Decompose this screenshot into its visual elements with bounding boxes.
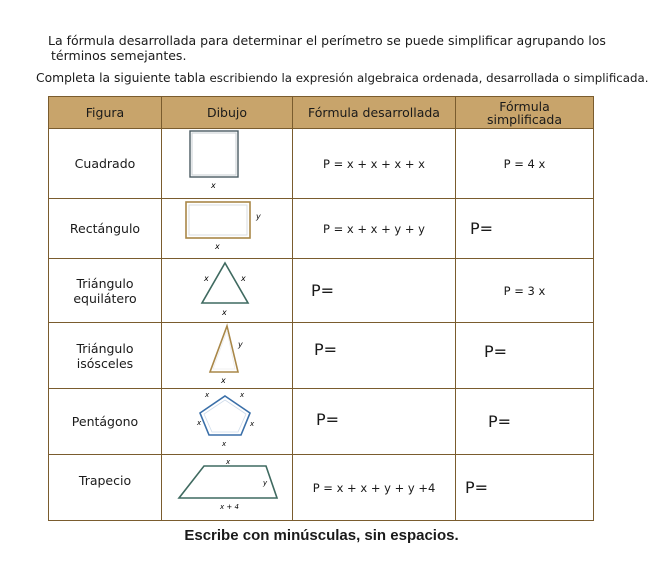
instruction-part-2: escribiendo la expresión algebraica ordenada, desarrollada o simplificada. [209,71,649,85]
instruction-text [36,71,656,85]
label-x: x [222,308,227,317]
answer-label: P= [465,478,489,497]
square-drawing [162,129,293,195]
developed-answer[interactable] [293,389,456,455]
table-row [49,455,594,521]
label-x: x [240,391,245,399]
drawing-cell [162,389,293,455]
answer-label: P= [314,340,338,359]
simplified-formula: P = 4 x [456,129,594,199]
drawing-cell [162,199,293,259]
figure-name [49,199,162,259]
equilateral-triangle-drawing [162,259,293,319]
label-x: x [205,391,210,399]
figure-name-line: isósceles [76,355,134,371]
figure-name-line: Triángulo [76,340,134,356]
table-row [49,323,594,389]
header-simplificada-line1: Fórmula [499,98,550,114]
figure-name-line: equilátero [73,290,137,306]
simplified-formula: P = 3 x [456,259,594,323]
label-x: x [221,376,226,385]
intro-line-1: La fórmula desarrollada para determinar el perímetro se puede simplificar agrupando los [48,33,606,48]
header-row [49,97,594,129]
label-x: x [204,274,209,283]
intro-line-2: términos semejantes. [51,48,187,63]
figure-name [49,323,162,389]
footer-instruction: Escribe con minúsculas, sin espacios. [184,527,459,544]
answer-label: P= [484,342,508,361]
answer-label: P= [470,219,494,238]
drawing-cell [162,455,293,521]
figure-name-line: Pentágono [71,414,139,429]
header-desarrollada: Fórmula desarrollada [293,97,456,129]
figure-name-line: Cuadrado [74,156,136,171]
label-base: x + 4 [220,503,239,511]
answer-label: P= [488,412,512,431]
simplified-answer[interactable] [456,455,594,521]
label-x: x [197,419,202,427]
figure-name [49,259,162,323]
instruction-part-1: Completa la siguiente tabla [36,71,210,85]
developed-answer[interactable] [293,323,456,389]
header-figura: Figura [49,97,162,129]
simplified-answer[interactable] [456,199,594,259]
figure-name [49,129,162,199]
intro-paragraph [48,33,638,63]
label-x: x [215,242,220,251]
drawing-cell [162,323,293,389]
label-y: y [256,212,261,221]
answer-label: P= [316,410,340,429]
figure-name [49,455,162,521]
figure-name [49,389,162,455]
table-row [49,199,594,259]
table-row [49,259,594,323]
pentagon-drawing [162,389,293,451]
label-y: y [238,340,243,349]
figure-name-line: Rectángulo [69,221,141,236]
developed-answer[interactable] [293,259,456,323]
label-x: x [226,458,231,466]
drawing-cell [162,259,293,323]
drawing-cell [162,129,293,199]
table-row [49,389,594,455]
developed-formula: P = x + x + y + y +4 [293,455,456,521]
label-x: x [222,440,227,448]
label-x: x [211,181,216,190]
simplified-answer[interactable] [456,389,594,455]
label-y: y [263,479,268,487]
perimeter-table [48,96,594,521]
developed-formula: P = x + x + x + x [293,129,456,199]
isosceles-triangle-drawing [162,323,293,385]
label-x: x [250,420,255,428]
header-dibujo: Dibujo [162,97,293,129]
figure-name-line: Trapecio [78,473,132,488]
simplified-answer[interactable] [456,323,594,389]
rectangle-drawing [162,199,293,255]
header-simplificada [456,97,594,129]
header-simplificada-line2: simplificada [486,111,563,127]
trapezoid-drawing [162,455,293,517]
developed-formula: P = x + x + y + y [293,199,456,259]
answer-label: P= [311,281,335,300]
label-x: x [241,274,246,283]
table-row [49,129,594,199]
figure-name-line: Triángulo [76,275,134,291]
